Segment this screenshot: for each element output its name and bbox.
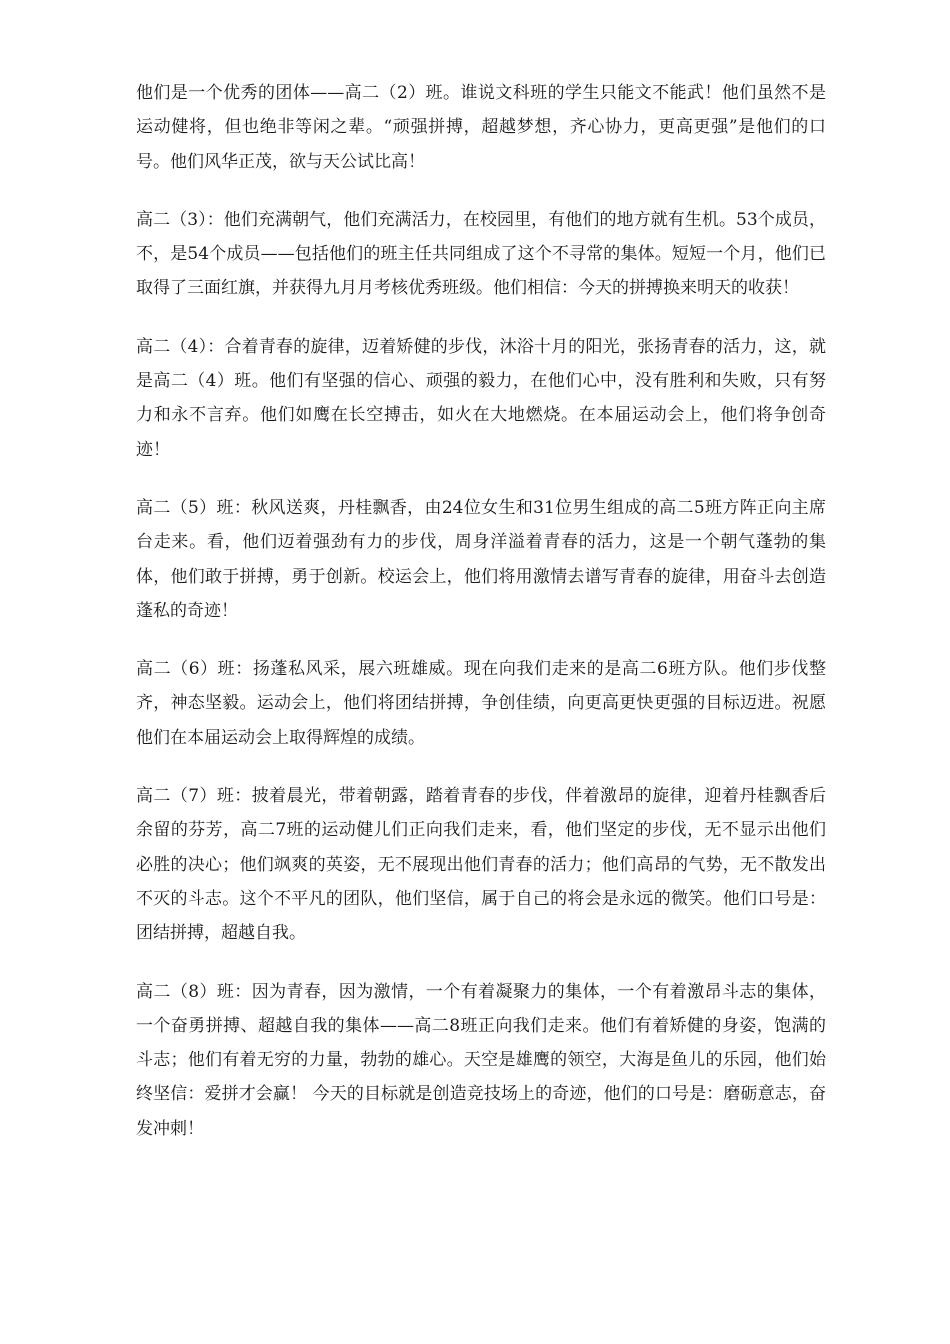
paragraph-class-6: 高二（6）班：扬蓬私风采，展六班雄威。现在向我们走来的是高二6班方队。他们步伐整齐，神态坚毅。运动会上，他们将团结拼搏，争创佳绩，向更高更快更强的目标迈进。祝愿他们在本届运动会上取得辉煌的成绩。 — [136, 659, 826, 748]
paragraph-class-3: 高二（3）：他们充满朝气，他们充满活力，在校园里，有他们的地方就有生机。53个成员，不，是54个成员——包括他们的班主任共同组成了这个不寻常的集体。短短一个月，他们已取得了三面红旗，并获得九月月考核优秀班级。他们相信：今天的拼搏换来明天的收获！ — [136, 209, 826, 299]
document-body — [136, 76, 826, 1170]
paragraph-class-5: 高二（5）班：秋风送爽，丹桂飘香，由24位女生和31位男生组成的高二5班方阵正向主席台走来。看，他们迈着强劲有力的步伐，周身洋溢着青春的活力，这是一个朝气蓬勃的集体，他们敢于拼搏，勇于创新。校运会上，他们将用激情去谱写青春的旋律，用奋斗去创造蓬私的奇迹！ — [136, 497, 826, 621]
paragraph-class-2: 他们是一个优秀的团体——高二（2）班。谁说文科班的学生只能文不能武！他们虽然不是运动健将，但也绝非等闲之辈。“顽强拼搏，超越梦想，齐心协力，更高更强”是他们的口号。他们风华正茂，欲与天公试比高！ — [136, 83, 826, 172]
paragraph-class-7: 高二（7）班：披着晨光，带着朝露，踏着青春的步伐，伴着激昂的旋律，迎着丹桂飘香后余留的芬芳，高二7班的运动健儿们正向我们走来，看，他们坚定的步伐，无不显示出他们必胜的决心；他们飒爽的英姿，无不展现出他们青春的活力；他们高昂的气势，无不散发出不灭的斗志。这个不平凡的团队，他们坚信，属于自己的将会是永远的微笑。他们口号是：团结拼搏，超越自我。 — [136, 786, 826, 944]
paragraph-class-8: 高二（8）班：因为青春，因为激情，一个有着凝聚力的集体，一个有着激昂斗志的集体，一个奋勇拼搏、超越自我的集体——高二8班正向我们走来。他们有着矫健的身姿，饱满的斗志；他们有着无穷的力量，勃勃的雄心。天空是雄鹰的领空，大海是鱼儿的乐园，他们始终坚信：爱拼才会赢！ 今天的目标就是创造竞技场上的奇迹，他们的口号是：磨砺意志，奋发冲刺！ — [136, 981, 826, 1139]
paragraph-class-4: 高二（4）：合着青春的旋律，迈着矫健的步伐，沐浴十月的阳光，张扬青春的活力，这，就是高二（4）班。他们有坚强的信心、顽强的毅力，在他们心中，没有胜利和失败，只有努力和永不言弃。他们如鹰在长空搏击，如火在大地燃烧。在本届运动会上，他们将争创奇迹！ — [136, 336, 826, 460]
